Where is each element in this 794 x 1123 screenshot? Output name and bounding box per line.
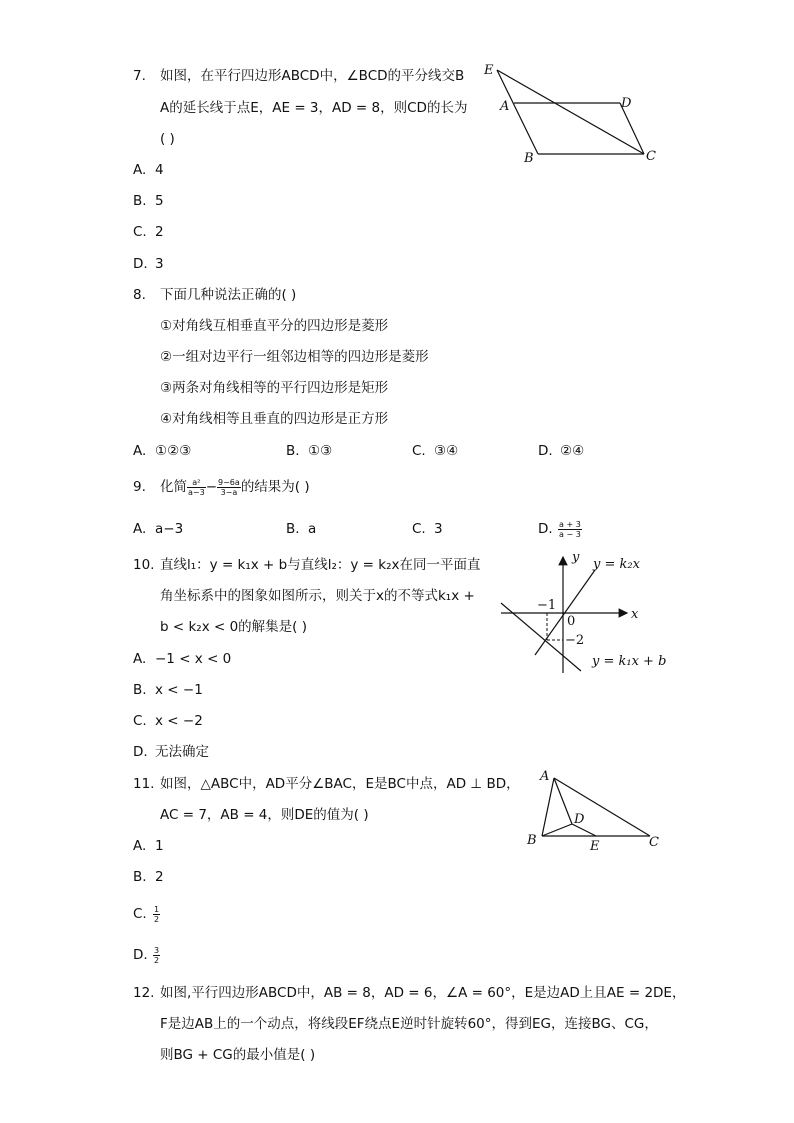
- q7-label-b: B: [524, 151, 534, 166]
- q10-option-d-text[interactable]: 无法确定: [155, 744, 209, 760]
- q12-stem-line1: 如图,平行四边形ABCD中，AB = 8，AD = 6，∠A = 60°，E是边AD上且AE = 2DE，: [160, 985, 686, 1001]
- q9-frac2-denominator: 3−a: [220, 487, 238, 497]
- q11-option-b-key[interactable]: B.: [133, 869, 147, 885]
- q11-option-a-text[interactable]: 1: [155, 838, 164, 854]
- q9-option-b-key[interactable]: B.: [286, 521, 300, 537]
- q9-option-d-fraction[interactable]: [558, 512, 582, 546]
- q11-label-e: E: [590, 839, 600, 854]
- q10-option-c-key[interactable]: C.: [133, 713, 147, 729]
- q9-option-c-key[interactable]: C.: [412, 521, 426, 537]
- q7-number: 7.: [133, 68, 146, 84]
- q10-label-neg1: −1: [537, 598, 557, 613]
- q9-fraction-1: [187, 478, 206, 497]
- q9-option-d-denominator: a − 3: [559, 529, 581, 539]
- q10-label-l1: y = k₁x + b: [592, 654, 667, 669]
- q8-stem: 下面几种说法正确的( ): [160, 287, 297, 303]
- q9-stem: [160, 470, 310, 504]
- q10-stem-line2: 角坐标系中的图象如图所示，则关于x的不等式k₁x +: [160, 588, 475, 604]
- q9-option-a-text[interactable]: a−3: [155, 521, 184, 537]
- q8-statement-2: ②一组对边平行一组邻边相等的四边形是菱形: [160, 349, 429, 365]
- q11-stem-line1: 如图，△ABC中，AD平分∠BAC，E是BC中点，AD ⊥ BD，: [160, 776, 520, 792]
- q9-frac2-numerator: 9−6a: [218, 477, 240, 487]
- q7-option-c-text[interactable]: 2: [155, 224, 164, 240]
- q7-line-ec: [497, 70, 644, 154]
- q11-stem-line2: AC = 7，AB = 4，则DE的值为( ): [160, 807, 369, 823]
- q8-statement-1: ①对角线互相垂直平分的四边形是菱形: [160, 318, 389, 334]
- q10-option-d-key[interactable]: D.: [133, 744, 148, 760]
- q7-label-a: A: [500, 99, 510, 114]
- q11-line-ad: [554, 778, 572, 824]
- q10-label-zero: 0: [567, 614, 576, 629]
- q11-label-c: C: [649, 835, 659, 850]
- q8-option-b-text[interactable]: ①③: [308, 443, 333, 459]
- q11-line-bd: [542, 824, 572, 836]
- q10-option-c-text[interactable]: x < −2: [155, 713, 203, 729]
- q9-option-c-text[interactable]: 3: [434, 521, 443, 537]
- q9-number: 9.: [133, 479, 146, 495]
- q10-label-x: x: [631, 607, 639, 622]
- q7-option-d-text[interactable]: 3: [155, 256, 164, 272]
- q11-label-a: A: [540, 769, 550, 784]
- q7-stem-line1: 如图，在平行四边形ABCD中，∠BCD的平分线交B: [160, 68, 465, 84]
- q11-option-b-text[interactable]: 2: [155, 869, 164, 885]
- q10-label-l2: y = k₂x: [593, 557, 640, 572]
- q7-option-a-key[interactable]: A.: [133, 162, 147, 178]
- q9-minus: −: [205, 479, 218, 495]
- q11-label-d: D: [574, 812, 585, 827]
- q8-number: 8.: [133, 287, 146, 303]
- q10-coordinate-figure: [495, 545, 685, 675]
- q7-option-b-text[interactable]: 5: [155, 193, 164, 209]
- q8-option-d-text[interactable]: ②④: [560, 443, 585, 459]
- q8-option-d-key[interactable]: D.: [538, 443, 553, 459]
- q11-option-c-denominator: 2: [154, 914, 160, 924]
- q8-option-a-text[interactable]: ①②③: [155, 443, 192, 459]
- q10-label-y: y: [572, 550, 580, 565]
- q8-option-c-key[interactable]: C.: [412, 443, 426, 459]
- q9-option-d-key[interactable]: D.: [538, 521, 553, 537]
- q9-suffix: 的结果为( ): [240, 479, 310, 495]
- q7-stem-line3: ( ): [160, 131, 175, 147]
- q9-option-d-numerator: a + 3: [559, 519, 581, 529]
- q7-option-b-key[interactable]: B.: [133, 193, 147, 209]
- q9-frac1-numerator: a²: [187, 478, 206, 488]
- q9-option-b-text[interactable]: a: [308, 521, 317, 537]
- q9-frac1-denominator: a−3: [188, 487, 205, 497]
- q7-label-e: E: [484, 63, 494, 78]
- q9-prefix: 化简: [160, 479, 187, 495]
- q11-line-ab: [542, 778, 554, 836]
- q7-option-a-text[interactable]: 4: [155, 162, 164, 178]
- q10-number: 10.: [133, 557, 155, 573]
- q10-stem-line3: b < k₂x < 0的解集是( ): [160, 619, 307, 635]
- q11-option-c-key[interactable]: C.: [133, 906, 147, 922]
- q12-stem-line2: F是边AB上的一个动点，将线段EF绕点E逆时针旋转60°，得到EG，连接BG、CG，: [160, 1016, 658, 1032]
- q11-option-c-numerator: 1: [154, 904, 160, 914]
- q7-label-c: C: [646, 149, 656, 164]
- q10-stem-line1: 直线l₁：y = k₁x + b与直线l₂：y = k₂x在同一平面直: [160, 557, 481, 573]
- q11-label-b: B: [527, 833, 537, 848]
- q8-statement-4: ④对角线相等且垂直的四边形是正方形: [160, 411, 389, 427]
- q10-label-neg2: −2: [565, 633, 585, 648]
- q10-option-b-key[interactable]: B.: [133, 682, 147, 698]
- q11-number: 11.: [133, 776, 155, 792]
- q7-option-c-key[interactable]: C.: [133, 224, 147, 240]
- q11-option-d-key[interactable]: D.: [133, 947, 148, 963]
- q8-option-a-key[interactable]: A.: [133, 443, 147, 459]
- q11-option-c-fraction[interactable]: [153, 897, 160, 931]
- q8-option-c-text[interactable]: ③④: [434, 443, 459, 459]
- q12-stem-line3: 则BG + CG的最小值是( ): [160, 1047, 316, 1063]
- q7-label-d: D: [621, 96, 632, 111]
- q11-option-d-denominator: 2: [154, 955, 160, 965]
- q8-statement-3: ③两条对角线相等的平行四边形是矩形: [160, 380, 389, 396]
- q8-option-b-key[interactable]: B.: [286, 443, 300, 459]
- q7-option-d-key[interactable]: D.: [133, 256, 148, 272]
- q11-option-d-numerator: 3: [154, 945, 160, 955]
- q10-option-b-text[interactable]: x < −1: [155, 682, 203, 698]
- q11-triangle-figure: [522, 766, 672, 856]
- q11-option-a-key[interactable]: A.: [133, 838, 147, 854]
- q10-option-a-key[interactable]: A.: [133, 651, 147, 667]
- q7-stem-line2: A的延长线于点E，AE = 3，AD = 8，则CD的长为: [160, 100, 468, 116]
- q7-parallelogram-figure: [478, 58, 668, 170]
- q9-option-a-key[interactable]: A.: [133, 521, 147, 537]
- q9-fraction-2: [217, 478, 241, 497]
- q11-option-d-fraction[interactable]: [153, 938, 160, 972]
- q10-option-a-text[interactable]: −1 < x < 0: [155, 651, 232, 667]
- q12-number: 12.: [133, 985, 155, 1001]
- q11-line-ac: [554, 778, 650, 836]
